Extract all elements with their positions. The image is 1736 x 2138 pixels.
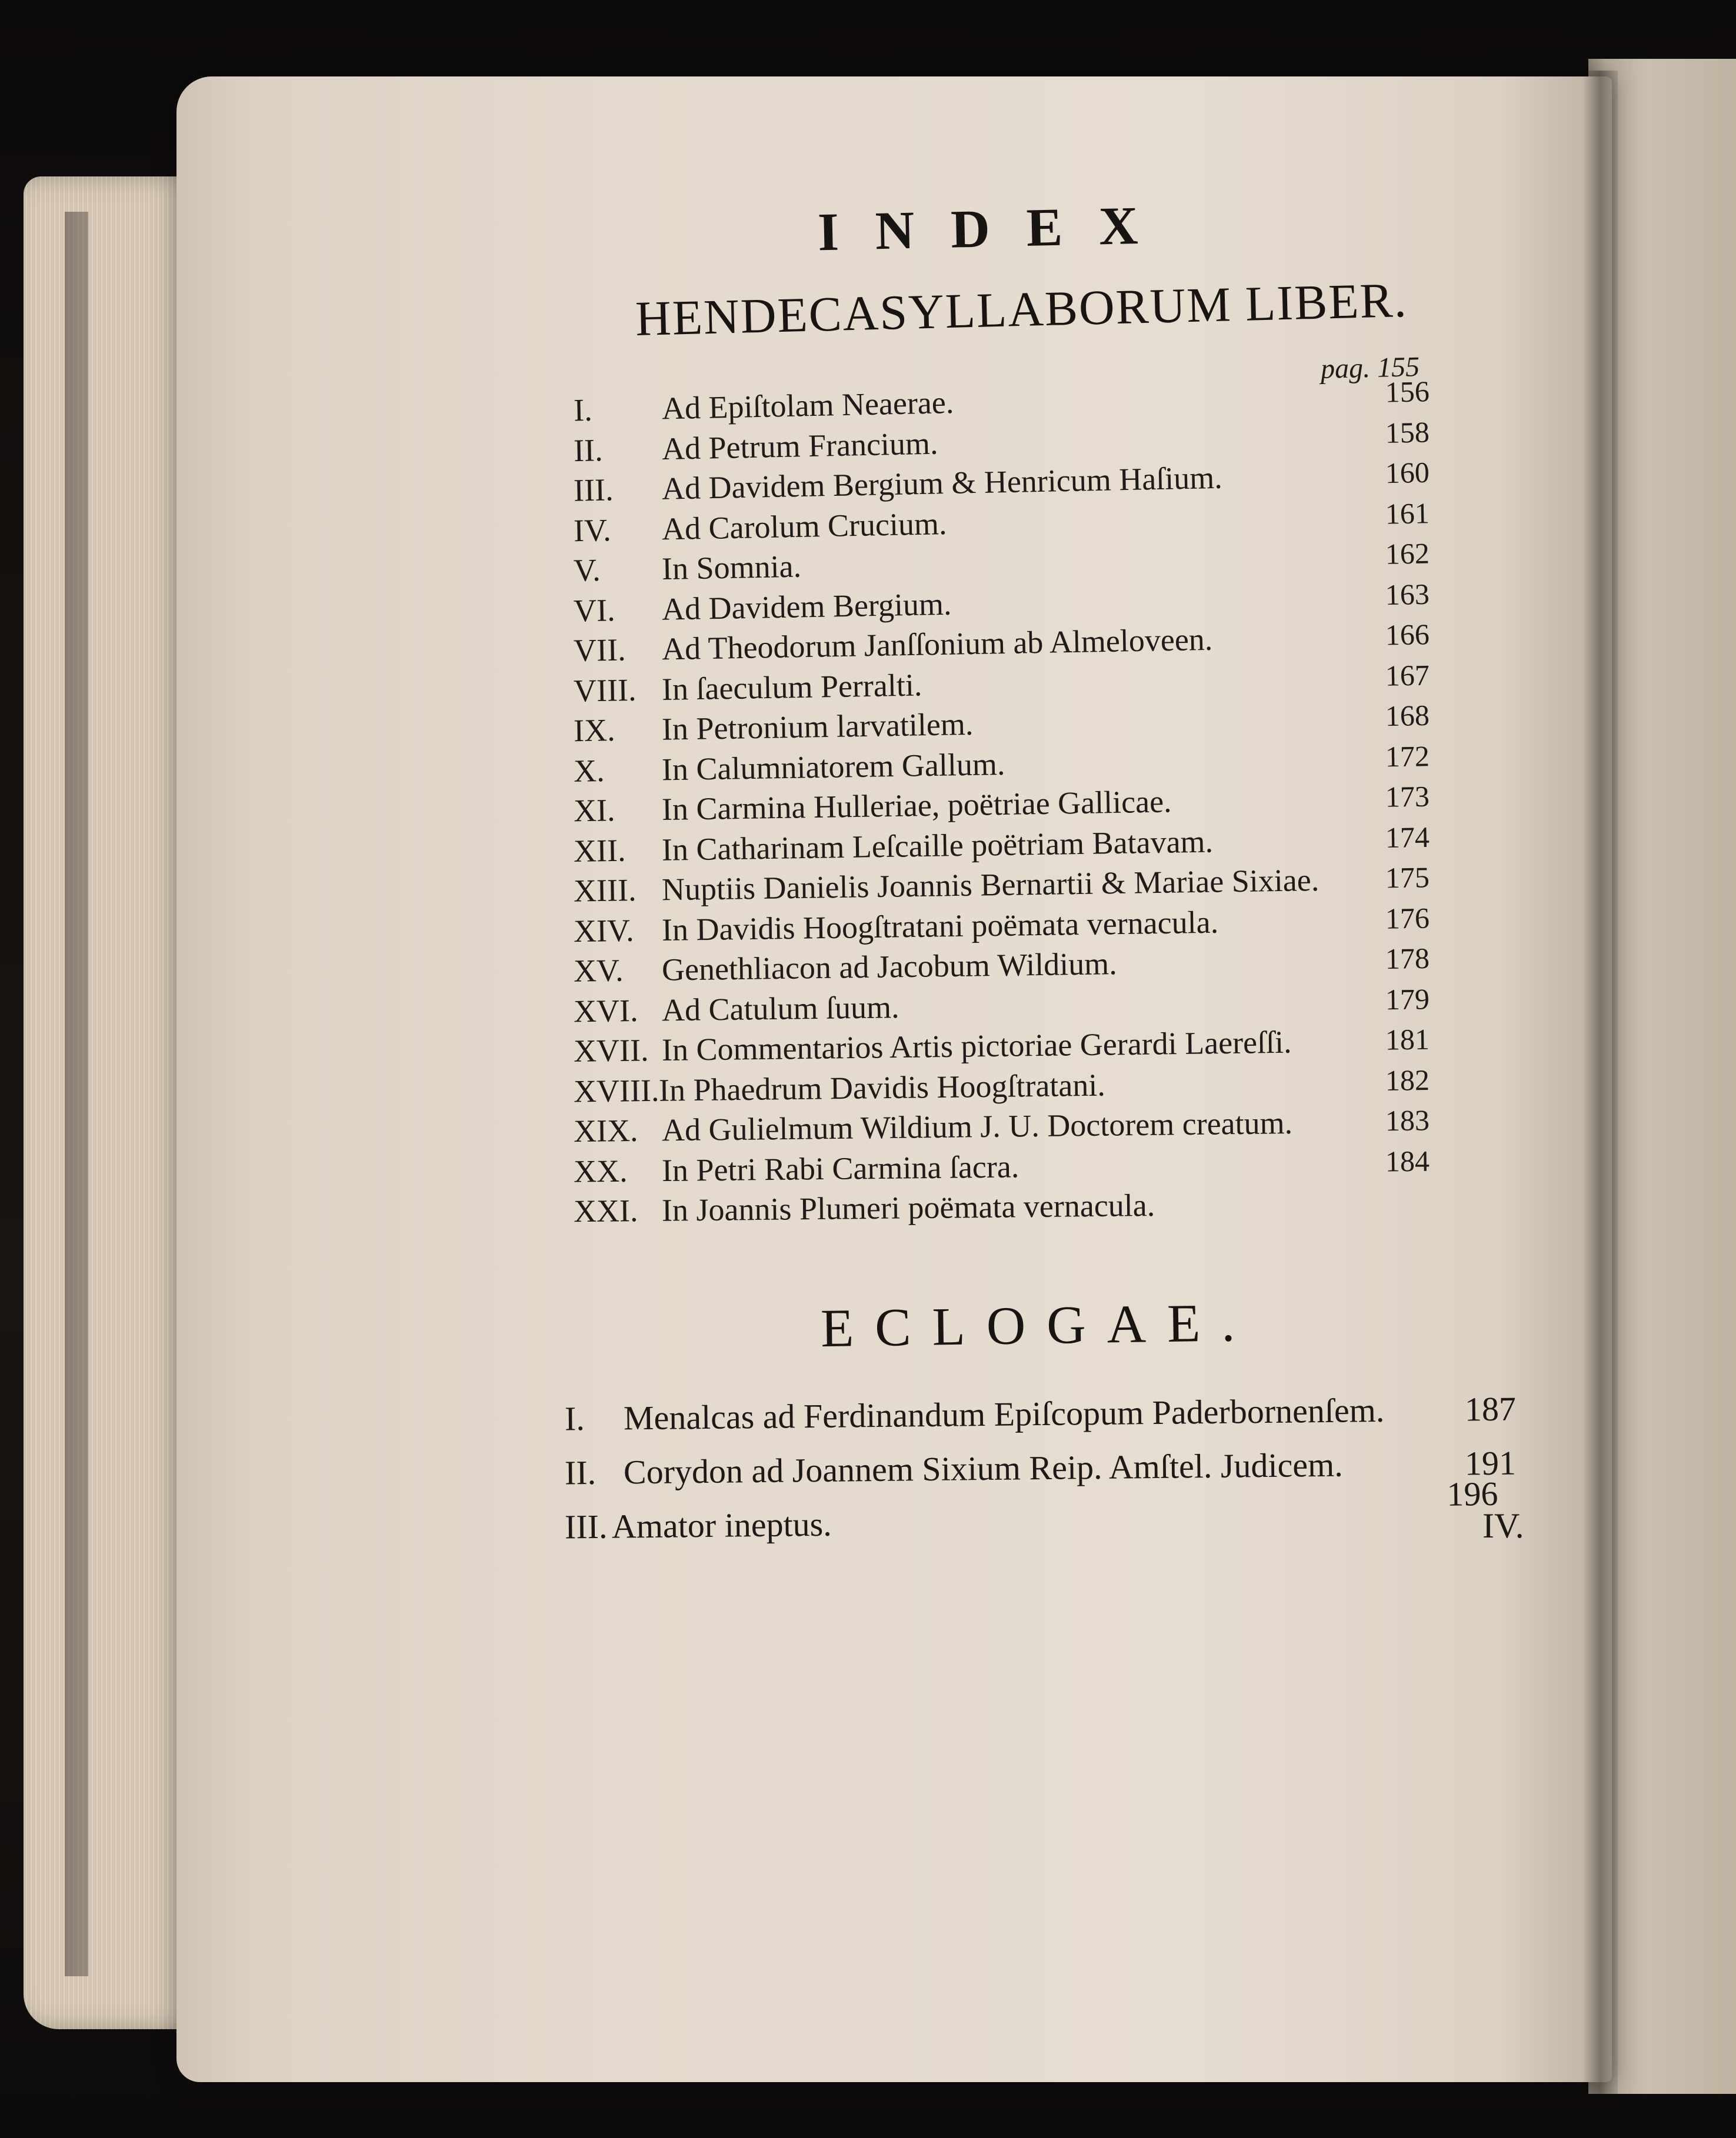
entry-title: In Commentarios Artis pictoriae Gerardi Laereſſi. [661,1024,1292,1068]
entry-title: Nuptiis Danielis Joannis Bernartii & Mariae Sixiae. [661,862,1320,908]
entry-number: XVI. [573,992,638,1029]
entry-title: Amator ineptus. [611,1505,832,1546]
entry-title: In Joannis Plumeri poëmata vernacula. [661,1187,1155,1228]
entry-page-number: 173 [1385,779,1430,813]
entry-page-number: 167 [1385,658,1430,692]
entry-page-number: 175 [1385,860,1430,895]
eclogue-entry [565,1443,1518,1500]
entry-title: In Petri Rabi Carmina ſacra. [661,1148,1019,1188]
entry-number: II. [564,1453,597,1492]
entry-title: In Somnia. [661,548,802,587]
entry-title: Ad Davidem Bergium & Henricum Haſium. [661,459,1223,506]
entry-title: Ad Catulum ſuum. [661,989,899,1028]
entry-number: III. [573,472,614,508]
entry-number: X. [573,752,605,789]
entry-page-number: 160 [1385,455,1430,490]
section-heading: HENDECASYLLABORUM LIBER. [635,272,1408,347]
entry-number: V. [573,552,601,588]
entry-number: III. [564,1507,608,1546]
entry-title: In ſaeculum Perralti. [661,666,922,707]
entry-page-number: 166 [1385,618,1430,652]
entry-page-number: 183 [1385,1103,1430,1138]
entry-page-number: 181 [1385,1022,1430,1056]
entry-title: Corydon ad Joannem Sixium Reip. Amſtel. Judicem. [623,1445,1343,1492]
entry-title: Ad Epiſtolam Neaerae. [661,385,954,426]
entry-number: IX. [573,712,616,749]
entry-title: Ad Davidem Bergium. [661,586,952,627]
entry-page-number: 162 [1385,536,1430,571]
entry-title: In Petronium larvatilem. [661,706,974,747]
entry-number: I. [573,392,593,428]
entry-title: In Davidis Hoogſtratani poëmata vernacula. [661,904,1219,948]
catchword: IV. [1482,1506,1524,1545]
entry-page-number: 168 [1385,698,1430,733]
entry-title: Ad Theodorum Janſſonium ab Almeloveen. [661,621,1213,667]
entry-title: Ad Carolum Crucium. [661,505,947,546]
eclogue-entry [564,1474,1518,1555]
entry-number: XXI. [573,1193,638,1229]
entry-number: XIV. [573,912,634,949]
entry-title: Ad Gulielmum Wildium J. U. Doctorem creatum. [661,1105,1293,1148]
entry-page-number: 174 [1385,820,1430,854]
entry-page-number: 191 [1464,1443,1517,1483]
entry-page-number: 182 [1385,1063,1430,1097]
entry-page-number: 163 [1385,577,1430,611]
entry-page-number: 184 [1385,1144,1430,1178]
entry-number: IV. [573,512,612,548]
entry-page-number: 196 [1447,1474,1498,1513]
entry-title: Ad Petrum Francium. [661,425,939,466]
eclogae-heading: ECLOGAE. [820,1292,1257,1359]
page-label: pag. 155 [1320,351,1420,385]
entry-title: In Catharinam Leſcaille poëtriam Batavam. [661,823,1214,868]
entry-number: XI. [573,792,615,829]
entry-title: In Calumniatorem Gallum. [661,746,1005,787]
entry-title: Menalcas ad Ferdinandum Epiſcopum Paderbornenſem. [623,1390,1385,1437]
entry-page-number: 179 [1385,982,1430,1016]
entry-number: XV. [573,952,624,989]
entry-number: II. [573,432,604,468]
entry-number: XVII. [573,1032,649,1069]
entry-title: In Carmina Hulleriae, poëtriae Gallicae. [661,783,1172,828]
eclogue-entry [565,1389,1518,1446]
entry-page-number: 176 [1385,901,1430,935]
entry-page-number: 161 [1385,496,1430,531]
entry-number: XII. [573,832,626,869]
entry-number: XVIII. [573,1072,659,1109]
entry-page-number: 178 [1385,941,1430,975]
entry-page-number: 172 [1385,739,1430,773]
entry-page-number: 187 [1464,1389,1517,1429]
entry-number: VI. [573,592,616,628]
entry-number: VIII. [573,672,637,709]
entry-title: Genethliacon ad Jacobum Wildium. [661,946,1117,988]
entry-number: XIII. [573,872,637,909]
entry-page-number: 158 [1385,415,1430,449]
entry-number: XX. [573,1153,628,1189]
entry-page-number: 156 [1385,375,1430,409]
entry-title: In Phaedrum Davidis Hoogſtratani. [658,1067,1106,1108]
index-heading: INDEX [817,194,1175,262]
entry-number: VII. [573,632,627,669]
entry-number: I. [564,1399,585,1438]
entry-number: XIX. [573,1112,638,1149]
